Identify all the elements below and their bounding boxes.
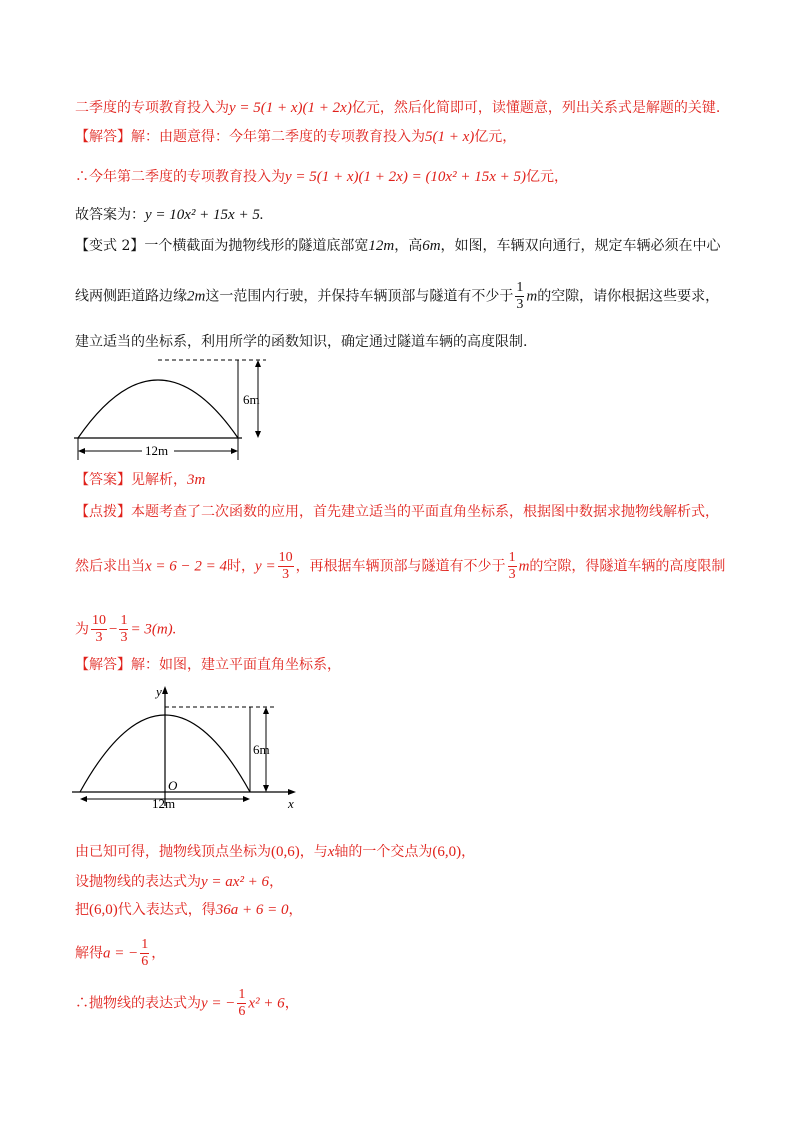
arrow-head-right [243,796,250,802]
text: 代入表达式，得 [117,902,216,918]
solution-line-3 [75,842,475,862]
answer-summary [75,470,205,490]
text: 亿元， [526,169,568,185]
denominator: 3 [516,297,524,312]
text: 亿元， [474,129,517,145]
solution-line-1 [75,127,516,147]
formula: m [526,288,538,305]
hint-line-1 [75,502,719,522]
problem-line-1 [75,236,721,256]
text: 见解析， [131,472,187,488]
solution-line-2 [75,167,568,187]
text: 二季度的专项教育投入为 [75,100,229,116]
text: ，高 [394,238,423,254]
tunnel-figure-1 [70,352,280,464]
fraction [119,613,128,646]
x-axis-arrow [288,789,296,795]
text: 解：由题意得：今年第二季度的专项教育投入为 [131,129,425,145]
text: ，再根据车辆顶部与隧道有不少于 [295,558,506,575]
arrow-head-down [255,431,261,438]
solution-line-7 [75,987,299,1020]
answer-line [75,205,264,225]
arrow-head-up [263,707,269,714]
text: 把 [75,902,89,918]
fraction [237,987,246,1020]
numerator: 10 [92,613,106,628]
hint-tag: 【点拨】 [75,504,131,520]
denominator: 6 [141,954,149,969]
hint-line-3 [75,613,176,646]
fraction [91,613,107,646]
answer-tag: 【答案】 [75,472,131,488]
formula: y = 5(1 + x)(1 + 2x) [229,100,352,116]
formula: y = [255,558,276,575]
tunnel-figure-2 [70,684,310,812]
formula: 5(1 + x) [425,129,475,145]
variant-tag: 【变式 2】 [75,238,145,254]
formula: 6m [422,238,441,254]
formula: y = − [201,995,236,1012]
formula: x [327,844,335,860]
text: 轴的一个交点为 [334,844,433,860]
fraction [140,937,149,970]
text: ， [269,874,284,890]
text: 时， [227,558,256,575]
arrow-head-left [78,448,85,454]
text: ∴今年第二季度的专项教育投入为 [75,169,285,185]
text: 亿元，然后化简即可，读懂题意，列出关系式是解题的关键. [351,100,721,116]
numerator: 10 [278,550,293,565]
text: 的空隙，得隧道车辆的高度限制 [529,558,726,575]
text: 本题考查了二次函数的应用，首先建立适当的平面直角坐标系，根据图中数据求抛物线解析式， [131,504,719,520]
formula: 2m [187,288,206,305]
width-label: 12m [152,796,176,811]
y-axis-label: y [156,684,162,699]
solution-line-4 [75,872,283,892]
solution-tag: 【解答】 [75,657,131,673]
hint-line-2 [75,550,725,583]
solution-intro [75,655,341,675]
numerator: 1 [516,280,524,295]
problem-line-3 [75,332,527,352]
text: 故答案为： [75,207,145,223]
text: 这一范围内行驶，并保持车辆顶部与隧道有不少于 [205,288,514,305]
text: ， [288,902,303,918]
formula: (6,0) [432,844,462,860]
text: ， [151,945,166,962]
fraction [508,550,517,583]
parabola-curve [78,380,238,438]
text: 的空隙，请你根据这些要求， [537,288,720,305]
solution-line-5 [75,900,303,920]
arrow-head-left [80,796,87,802]
formula: x = 6 − 2 = 4 [145,558,228,575]
formula: = 3(m). [130,621,177,638]
text: 解：如图，建立平面直角坐标系， [131,657,341,673]
formula: a = − [103,945,139,962]
text: 线两侧距道路边缘 [75,288,187,305]
minus-sign: − [109,621,118,638]
origin-label: O [168,778,178,793]
formula: x² + 6 [248,995,285,1012]
y-axis-arrow [162,686,168,694]
problem-line-2 [75,280,719,313]
formula: 36a + 6 = 0 [215,902,289,918]
text: ，如图，车辆双向通行，规定车辆必须在中心 [440,238,721,254]
fraction [278,550,294,583]
formula: (6,0) [89,902,118,918]
fraction [515,280,524,313]
formula: 12m [368,238,395,254]
denominator: 6 [238,1004,246,1019]
formula: y = 10x² + 15x + 5. [145,207,264,223]
formula: 3m [187,472,206,488]
text: ， [461,844,476,860]
solution-tag: 【解答】 [75,129,131,145]
analysis-line-1 [75,98,720,118]
numerator: 1 [141,937,149,952]
denominator: 3 [120,630,128,645]
text: 解得 [75,945,103,962]
height-label: 6m [253,742,270,757]
denominator: 3 [95,630,103,645]
text: ，与 [299,844,328,860]
text: 然后求出当 [75,558,145,575]
denominator: 3 [282,567,290,582]
solution-line-6 [75,937,165,970]
text: 由已知可得，抛物线顶点坐标为 [75,844,271,860]
arrow-head-up [255,360,261,367]
text: ， [284,995,299,1012]
text: ∴抛物线的表达式为 [75,995,201,1012]
formula: m [518,558,530,575]
arrow-head-right [231,448,238,454]
text: 一个横截面为抛物线形的隧道底部宽 [144,238,369,254]
x-axis-label: x [288,796,294,811]
text: 设抛物线的表达式为 [75,874,201,890]
numerator: 1 [120,613,128,628]
height-label: 6m [243,392,260,407]
arrow-head-down [263,785,269,792]
text: 为 [75,621,89,638]
numerator: 1 [508,550,516,565]
formula: y = ax² + 6 [201,874,270,890]
denominator: 3 [508,567,516,582]
width-label: 12m [145,443,169,458]
formula: y = 5(1 + x)(1 + 2x) = (10x² + 15x + 5) [285,169,526,185]
numerator: 1 [238,987,246,1002]
text: 建立适当的坐标系，利用所学的函数知识，确定通过隧道车辆的高度限制. [75,334,528,350]
formula: (0,6) [271,844,300,860]
